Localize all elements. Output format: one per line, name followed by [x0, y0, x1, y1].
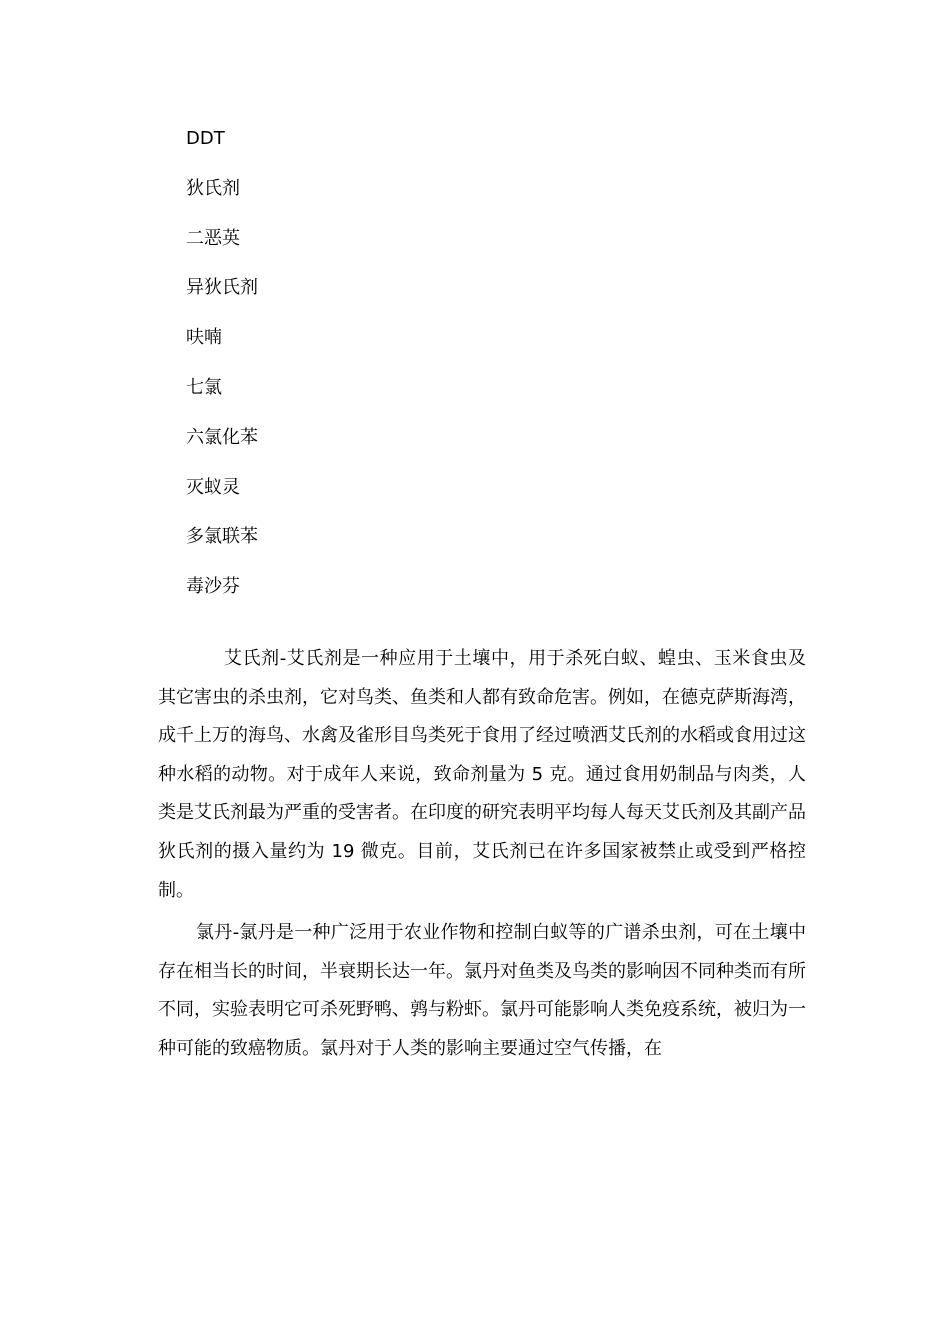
list-item: 毒沙芬 [186, 576, 240, 598]
body-text [158, 640, 806, 1069]
list-item: 多氯联苯 [186, 526, 258, 548]
list-item: 异狄氏剂 [186, 277, 258, 299]
list-item: 二恶英 [186, 227, 240, 249]
list-item: 呋喃 [186, 327, 222, 349]
paragraph-aldrin: 艾氏剂-艾氏剂是一种应用于土壤中，用于杀死白蚁、蝗虫、玉米食虫及其它害虫的杀虫剂，它对鸟类、鱼类和人都有致命危害。例如，在德克萨斯海湾，成千上万的海鸟、水禽及雀形目鸟类死于食用了经过喷洒艾氏剂的水稻或食用过这种水稻的动物。对于成年人来说，致命剂量为 5 克。通过食用奶制品与肉类，人类是艾氏剂最为严重的受害者。在印度的研究表明平均每人每天艾氏剂及其副产品狄氏剂的摄入量约为 19 微克。目前，艾氏剂已在许多国家被禁止或受到严格控制。 [158, 648, 806, 901]
pollutant-list [186, 124, 258, 622]
paragraph-chlordane: 氯丹-氯丹是一种广泛用于农业作物和控制白蚁等的广谱杀虫剂，可在土壤中存在相当长的时间，半衰期长达一年。氯丹对鱼类及鸟类的影响因不同种类而有所不同，实验表明它可杀死野鸭、鹑与粉虾。氯丹可能影响人类免疫系统，被归为一种可能的致癌物质。氯丹对于人类的影响主要通过空气传播，在 [158, 922, 806, 1059]
list-item: 狄氏剂 [186, 177, 240, 199]
list-item: 七氯 [186, 376, 222, 398]
list-item: 灭蚁灵 [186, 476, 240, 498]
list-item: 六氯化苯 [186, 426, 258, 448]
list-item: DDT [186, 128, 225, 149]
